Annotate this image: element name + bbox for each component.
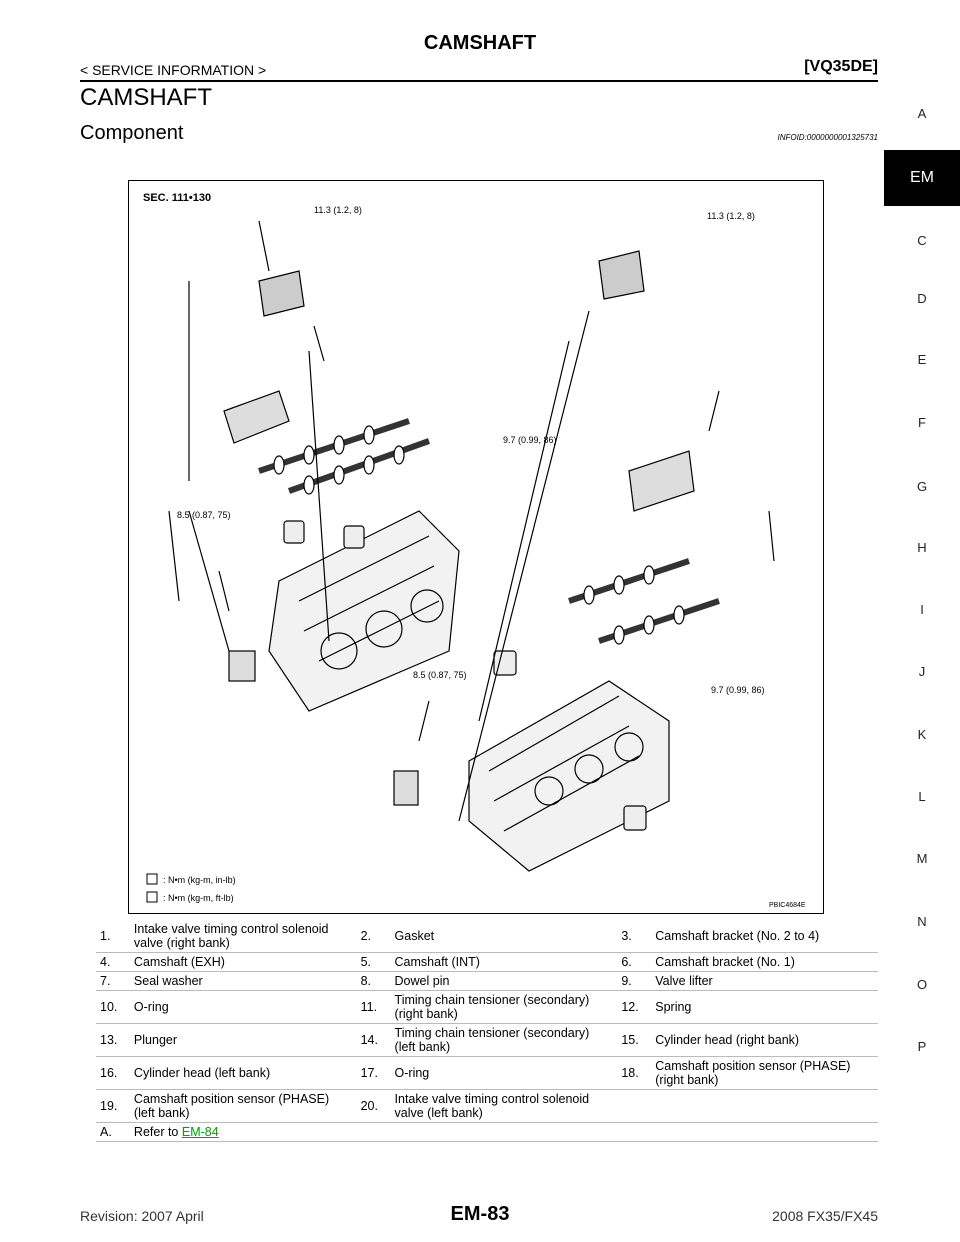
torque-spec-1: 11.3 (1.2, 8) [314, 205, 362, 215]
side-nav-e[interactable]: E [917, 352, 927, 367]
footer-revision: Revision: 2007 April [80, 1208, 204, 1224]
side-nav-p[interactable]: P [917, 1039, 927, 1054]
table-row: 4. Camshaft (EXH) 5. Camshaft (INT) 6. Camshaft bracket (No. 1) [96, 953, 878, 972]
torque-legend-ft-lb: : N•m (kg-m, ft-lb) [163, 893, 234, 903]
torque-spec-5: 8.5 (0.87, 75) [413, 670, 467, 680]
side-nav-g[interactable]: G [916, 479, 928, 494]
table-row: 7. Seal washer 8. Dowel pin 9. Valve lifter [96, 972, 878, 991]
side-nav-j[interactable]: J [918, 664, 926, 679]
side-nav-em[interactable]: EM [884, 150, 960, 206]
note-row [96, 1123, 878, 1142]
table-row: 10. O-ring 11. Timing chain tensioner (secondary) (right bank) 12. Spring [96, 991, 878, 1024]
side-nav-o[interactable]: O [916, 977, 928, 992]
camshaft-bracket-no1-right [224, 391, 289, 443]
page-header-title: CAMSHAFT [423, 32, 537, 54]
header-divider [80, 80, 878, 82]
solenoid-left [599, 251, 644, 299]
note-text: Refer to [133, 1125, 182, 1139]
figure-id: PBIC4684E [769, 902, 806, 909]
side-nav-l[interactable]: L [918, 789, 926, 804]
side-nav-h[interactable]: H [917, 540, 927, 555]
table-row: 16. Cylinder head (left bank) 17. O-ring 18. Camshaft position sensor (PHASE) (right bank) [96, 1057, 878, 1090]
footer-model: 2008 FX35/FX45 [772, 1208, 878, 1224]
torque-spec-4: 8.5 (0.87, 75) [177, 510, 231, 520]
camshaft-bracket-no1-left [629, 451, 694, 511]
solenoid-right [259, 271, 304, 316]
note-label: A. [96, 1123, 130, 1142]
side-nav-c[interactable]: C [917, 233, 927, 248]
exploded-view-diagram [128, 180, 824, 914]
info-id: INFOID:0000000001325731 [777, 133, 878, 142]
page-number: EM-83 [450, 1203, 510, 1225]
parts-legend-table [96, 920, 878, 1142]
torque-legend-in-lb: : N•m (kg-m, in-lb) [163, 875, 236, 885]
cylinder-head-left-bank [469, 681, 669, 871]
side-nav-a[interactable]: A [917, 106, 927, 121]
section-title: CAMSHAFT [80, 84, 212, 111]
breadcrumb: < SERVICE INFORMATION > [80, 62, 267, 78]
table-row: 13. Plunger 14. Timing chain tensioner (secondary) (left bank) 15. Cylinder head (right bank) [96, 1024, 878, 1057]
torque-spec-6: 9.7 (0.99, 86) [711, 685, 765, 695]
em-84-link[interactable]: EM-84 [181, 1125, 219, 1139]
side-nav-d[interactable]: D [917, 291, 927, 306]
table-row: 1. Intake valve timing control solenoid valve (right bank) 2. Gasket 3. Camshaft bracket (No. 2 to 4) [96, 920, 878, 953]
side-nav-i[interactable]: I [920, 602, 924, 617]
engine-code: [VQ35DE] [804, 58, 878, 75]
tensioner-left [394, 771, 418, 805]
side-nav-f[interactable]: F [918, 415, 926, 430]
torque-spec-2: 11.3 (1.2, 8) [707, 211, 755, 221]
tensioner-right [229, 651, 255, 681]
side-nav-k[interactable]: K [917, 727, 927, 742]
torque-spec-3: 9.7 (0.99, 86) [503, 435, 557, 445]
table-row: 19. Camshaft position sensor (PHASE) (left bank) 20. Intake valve timing control solenoid valve (left bank) [96, 1090, 878, 1123]
sec-label: SEC. 111•130 [143, 192, 212, 204]
side-nav-m[interactable]: M [916, 851, 928, 866]
side-nav-n[interactable]: N [917, 914, 927, 929]
subsection-title: Component [80, 122, 184, 144]
camshaft-exploded-illustration [129, 181, 823, 913]
